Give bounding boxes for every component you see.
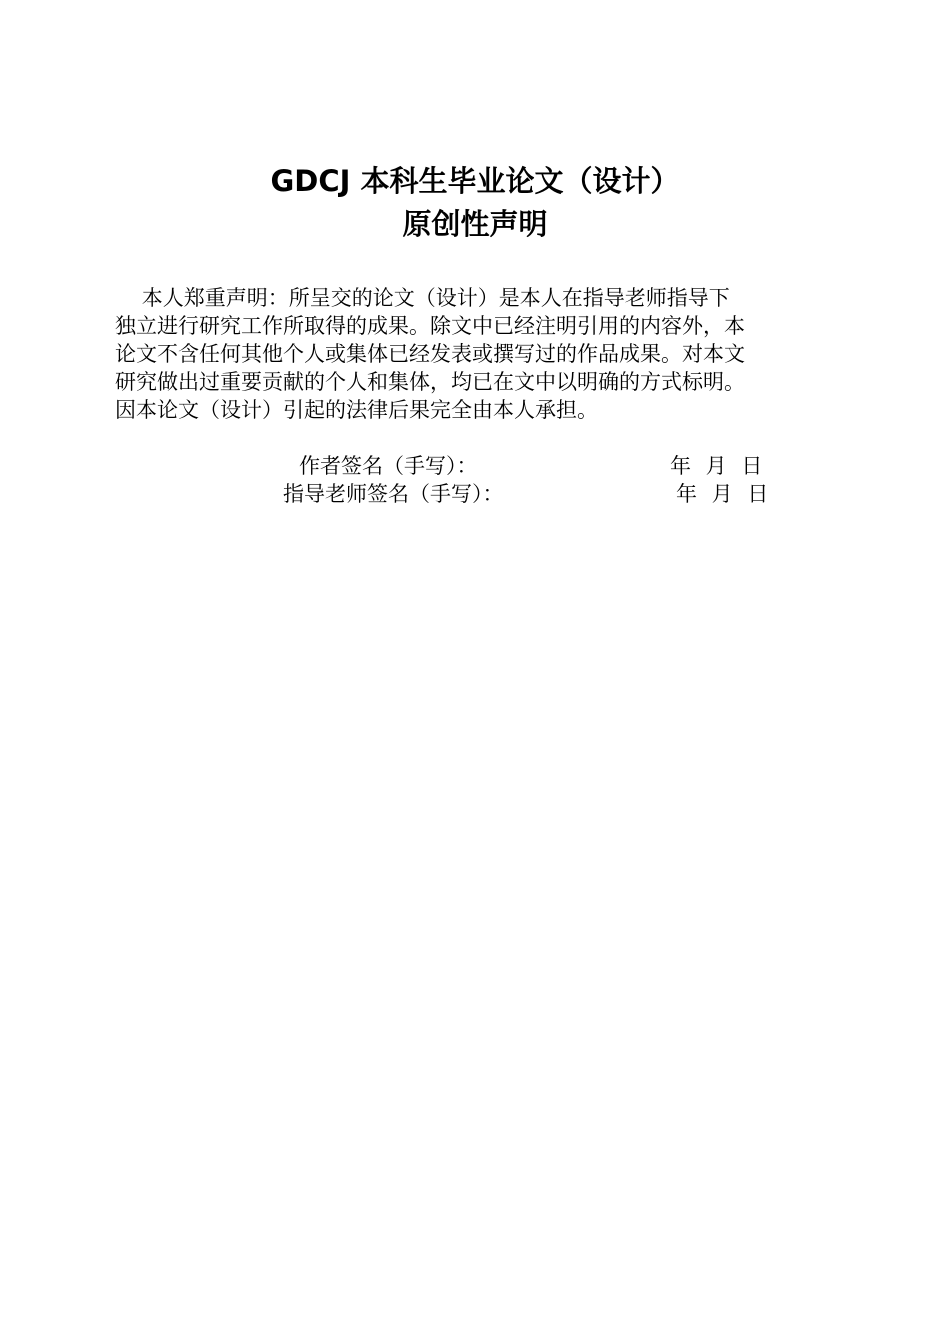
statement-line: 研究做出过重要贡献的个人和集体，均已在文中以明确的方式标明。 [115, 370, 745, 394]
title-block [0, 160, 950, 246]
statement-line: 因本论文（设计）引起的法律后果完全由本人承担。 [115, 398, 598, 422]
statement-line: 独立进行研究工作所取得的成果。除文中已经注明引用的内容外，本 [115, 314, 745, 338]
advisor-signature-date: 年 月 日 [676, 482, 769, 506]
originality-statement [115, 284, 840, 424]
document-subtitle: 原创性声明 [402, 207, 548, 241]
advisor-signature-row [0, 479, 950, 509]
statement-line: 论文不含任何其他个人或集体已经发表或撰写过的作品成果。对本文 [115, 342, 745, 366]
advisor-signature-label: 指导老师签名（手写）： [283, 482, 504, 506]
author-signature-row [0, 451, 950, 481]
document-title: GDCJ 本科生毕业论文（设计） [270, 164, 680, 198]
author-signature-date: 年 月 日 [670, 454, 763, 478]
statement-line: 本人郑重声明：所呈交的论文（设计）是本人在指导老师指导下 [115, 286, 730, 310]
author-signature-label: 作者签名（手写）： [299, 454, 478, 478]
